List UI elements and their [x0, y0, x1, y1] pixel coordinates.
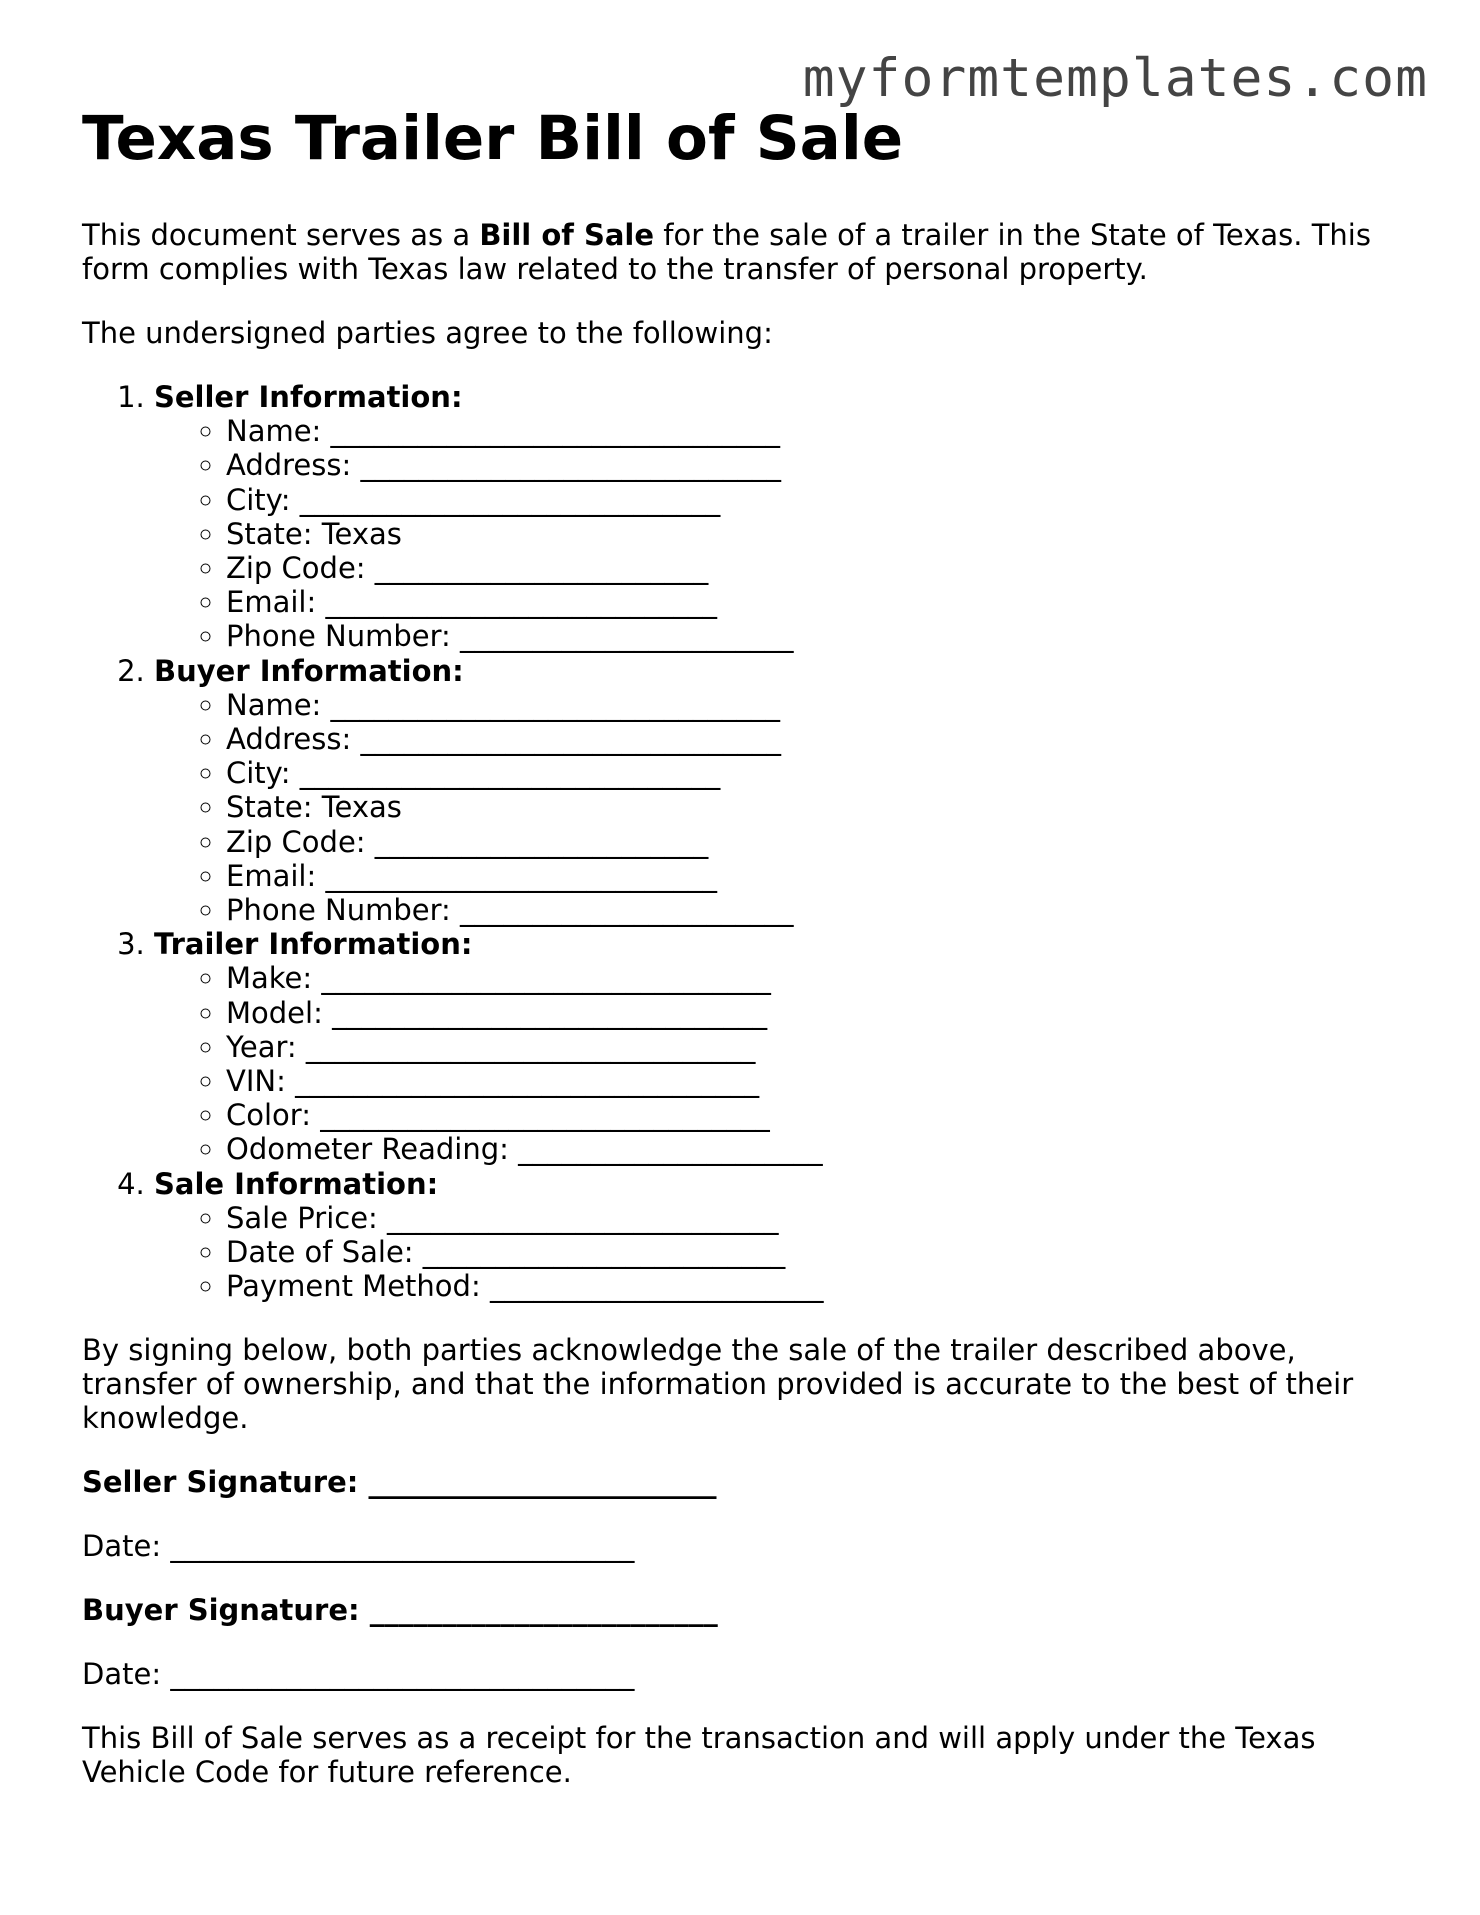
field-label: Odometer Reading: — [226, 1132, 509, 1167]
field-blank[interactable]: _______________________ — [374, 551, 709, 586]
field-blank[interactable]: _______________________ — [374, 824, 709, 859]
buyer-date-row — [82, 1657, 1412, 1691]
field-item — [226, 585, 1412, 619]
field-item — [226, 859, 1412, 893]
section-title: Sale Information: — [154, 1166, 439, 1201]
seller-signature-row — [82, 1465, 1412, 1499]
buyer-date-field[interactable]: ________________________________ — [170, 1657, 635, 1692]
section-item — [154, 1167, 1412, 1304]
field-label: VIN: — [226, 1064, 286, 1099]
field-label: Payment Method: — [226, 1269, 481, 1304]
section-title: Trailer Information: — [154, 927, 473, 962]
field-item — [226, 790, 1412, 824]
field-blank[interactable]: _____________________________ — [360, 448, 781, 483]
seller-date-label: Date: — [82, 1529, 162, 1564]
field-label: Color: — [226, 1098, 311, 1133]
field-list — [154, 961, 1412, 1166]
field-label: Make: — [226, 961, 313, 996]
watermark: myformtemplates.com — [802, 48, 1428, 109]
field-item — [226, 551, 1412, 585]
intro-bold-term: Bill of Sale — [479, 218, 655, 252]
field-blank[interactable]: _____________________________ — [299, 482, 721, 517]
buyer-date-label: Date: — [82, 1657, 162, 1692]
buyer-signature-field[interactable]: ________________________ — [369, 1593, 718, 1628]
field-blank[interactable]: _______________________ — [460, 619, 794, 654]
field-blank[interactable]: _______________________ — [460, 893, 794, 928]
document-title: Texas Trailer Bill of Sale — [82, 103, 904, 174]
field-label: Email: — [226, 585, 317, 620]
field-blank[interactable]: ________________________________ — [295, 1064, 760, 1099]
field-blank[interactable]: _______________________________ — [330, 687, 781, 722]
field-label: City: — [226, 482, 291, 517]
field-blank[interactable]: ___________________________ — [387, 1200, 779, 1235]
field-label: Address: — [226, 722, 352, 757]
section-item — [154, 380, 1412, 654]
field-blank[interactable]: _________________________ — [422, 1235, 786, 1270]
buyer-signature-row — [82, 1593, 1412, 1627]
seller-signature-label: Seller Signature: — [82, 1465, 359, 1500]
field-label: Phone Number: — [226, 893, 451, 928]
field-item — [226, 517, 1412, 551]
document-body — [82, 104, 1412, 1789]
field-label: Sale Price: — [226, 1200, 378, 1235]
field-blank[interactable]: _______________________________ — [330, 414, 781, 449]
field-list — [154, 1201, 1412, 1304]
field-blank[interactable]: _______________________________ — [321, 961, 771, 996]
field-item — [226, 688, 1412, 722]
field-item — [226, 1030, 1412, 1064]
field-label: Date of Sale: — [226, 1235, 414, 1270]
field-item — [226, 1132, 1412, 1166]
field-item — [226, 619, 1412, 653]
agreement-statement: The undersigned parties agree to the following: — [82, 316, 773, 350]
field-item — [226, 756, 1412, 790]
buyer-signature-label: Buyer Signature: — [82, 1593, 360, 1628]
field-blank[interactable]: ___________________________ — [325, 585, 717, 620]
section-title: Seller Information: — [154, 380, 463, 414]
seller-signature-field[interactable]: ________________________ — [368, 1465, 717, 1500]
field-item — [226, 1098, 1412, 1132]
field-list — [154, 688, 1412, 927]
field-blank[interactable]: _____________________________ — [360, 722, 781, 757]
field-item — [226, 825, 1412, 859]
field-item — [226, 483, 1412, 517]
field-label: Zip Code: — [226, 824, 366, 859]
section-title: Buyer Information: — [154, 653, 464, 688]
field-item — [226, 722, 1412, 756]
field-blank[interactable]: _____________________ — [518, 1132, 823, 1167]
field-item — [226, 1064, 1412, 1098]
acknowledgement-paragraph: By signing below, both parties acknowledge the sale of the trailer described above, transfer of ownership, and that the information provided is accurate to the best of their knowledge. — [82, 1333, 1354, 1436]
field-label: State: Texas — [226, 790, 402, 825]
seller-date-field[interactable]: ________________________________ — [170, 1529, 635, 1564]
field-label: Model: — [226, 995, 323, 1030]
field-label: Email: — [226, 858, 317, 893]
field-blank[interactable]: ______________________________ — [332, 995, 768, 1030]
field-list — [154, 414, 1412, 653]
field-item — [226, 1269, 1412, 1303]
field-label: City: — [226, 756, 291, 791]
field-item — [226, 414, 1412, 448]
field-blank[interactable]: _______________________ — [489, 1269, 824, 1304]
field-blank[interactable]: ___________________________ — [325, 858, 717, 893]
field-label: Name: — [226, 414, 322, 449]
seller-date-row — [82, 1529, 1412, 1563]
field-item — [226, 1201, 1412, 1235]
field-item — [226, 1235, 1412, 1269]
field-item — [226, 996, 1412, 1030]
field-label: Phone Number: — [226, 619, 451, 654]
field-label: Year: — [226, 1029, 297, 1064]
field-label: Address: — [226, 448, 352, 483]
field-blank[interactable]: _______________________________ — [320, 1098, 770, 1133]
field-item — [226, 893, 1412, 927]
footer-paragraph: This Bill of Sale serves as a receipt for the transaction and will apply under the Texas Vehicle Code for future reference. — [82, 1721, 1316, 1790]
field-label: State: Texas — [226, 516, 402, 551]
field-item — [226, 448, 1412, 482]
field-label: Zip Code: — [226, 551, 366, 586]
field-blank[interactable]: _______________________________ — [305, 1029, 756, 1064]
field-item — [226, 961, 1412, 995]
section-item — [154, 927, 1412, 1166]
field-label: Name: — [226, 687, 322, 722]
intro-text-before: This document serves as a — [82, 218, 480, 252]
section-item — [154, 654, 1412, 928]
intro-paragraph — [82, 218, 1412, 286]
field-blank[interactable]: _____________________________ — [299, 756, 721, 791]
sections-list — [82, 380, 1412, 1303]
intro-text-after: for the sale of a trailer in the State of Texas. This form complies with Texas law related to the transfer of personal property. — [82, 218, 1371, 286]
